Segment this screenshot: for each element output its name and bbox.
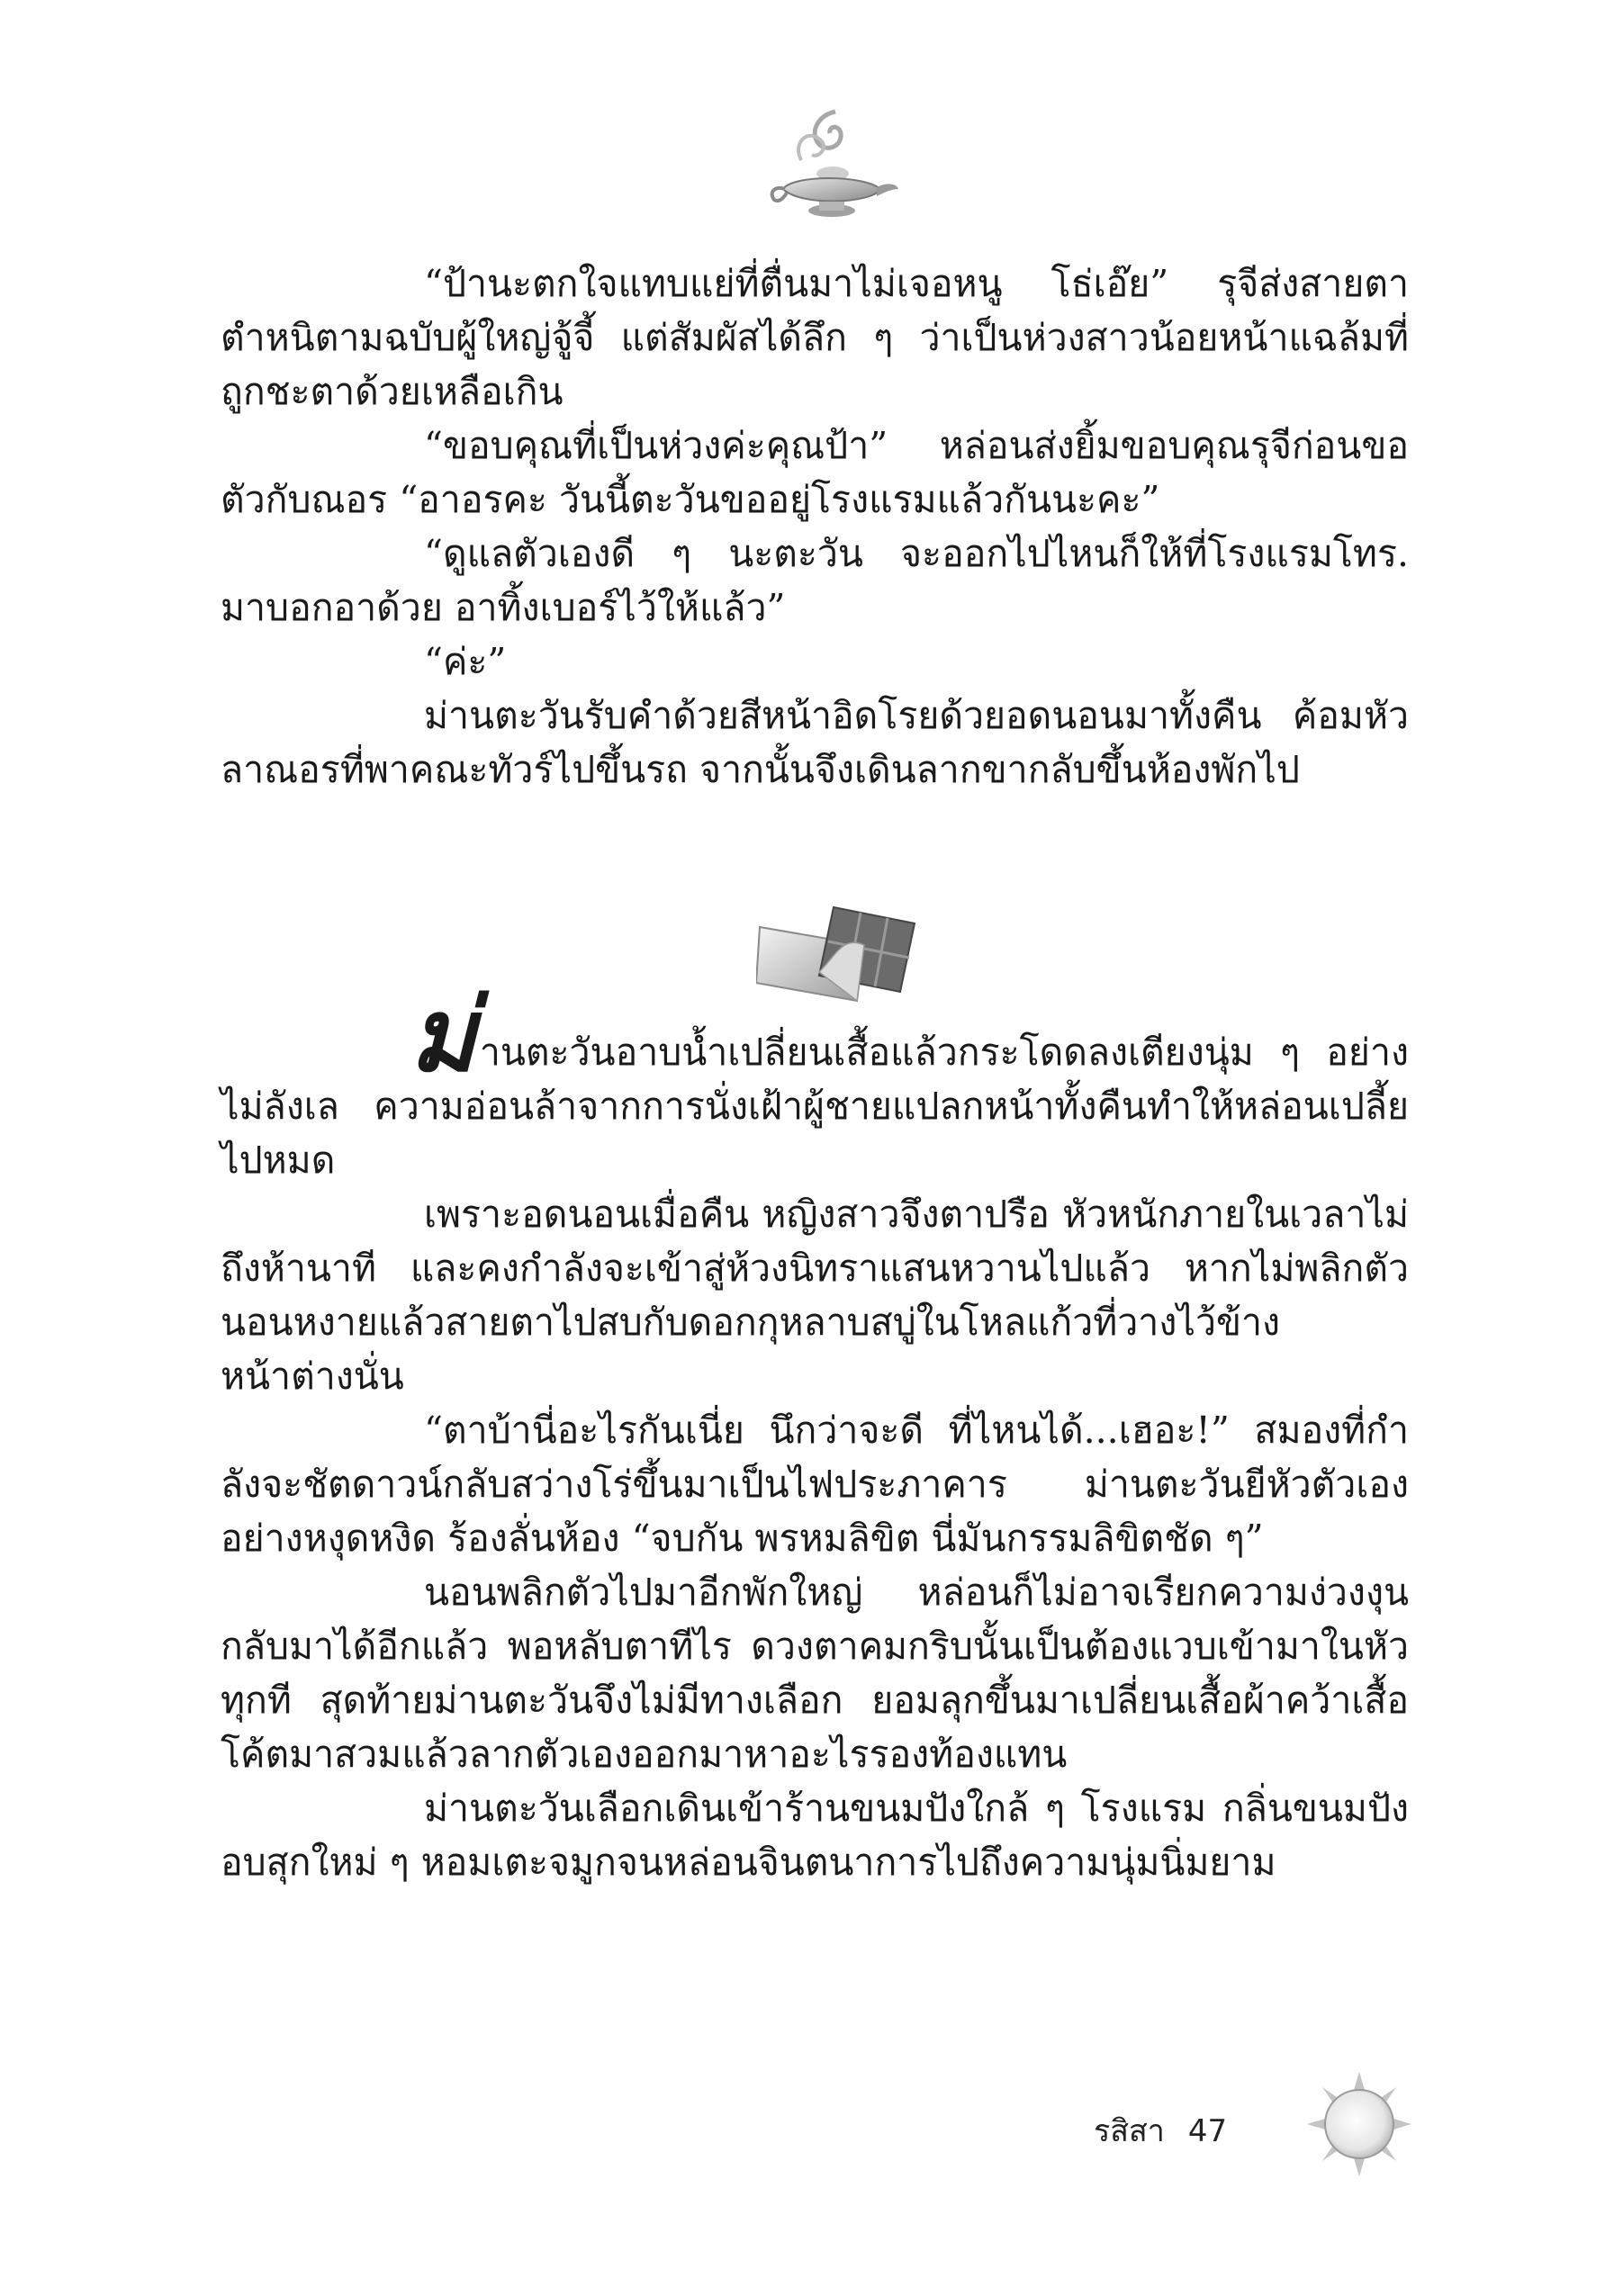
text-block-top (221, 257, 1409, 797)
sun-icon (1305, 2070, 1413, 2178)
paragraph: ม่านตะวันรับคำด้วยสีหน้าอิดโรยด้วยอดนอนมาทั้งคืน ค้อมหัวลาณอรที่พาคณะทัวร์ไปขึ้นรถ จากนั้นจึงเดินลากขากลับขึ้นห้องพักไป (221, 694, 1409, 791)
text-block-bottom (221, 977, 1409, 1889)
paragraph-with-dropcap (221, 977, 1409, 1187)
chocolate-bar-icon (756, 900, 918, 1004)
paragraph: “ขอบคุณที่เป็นห่วงค่ะคุณป้า” หล่อนส่งยิ้มขอบคุณรุจีก่อนขอตัวกับณอร “อาอรคะ วันนี้ตะวันขออยู่โรงแรมแล้วกันนะคะ” (221, 424, 1409, 521)
dropcap: ม่ (410, 977, 476, 1094)
book-title: รสิสา (1094, 2113, 1165, 2149)
genie-lamp-icon (765, 106, 900, 232)
page-footer (1094, 2070, 1454, 2169)
paragraph: เพราะอดนอนเมื่อคืน หญิงสาวจึงตาปรือ หัวหนักภายในเวลาไม่ถึงห้านาที และคงกำลังจะเข้าสู่ห้วงนิทราแสนหวานไปแล้ว หากไม่พลิกตัวนอนหงายแล้วสายตาไปสบกับดอกกุหลาบสบู่ในโหลแก้วที่วางไว้ข้างหน้าต่างนั่น (221, 1193, 1409, 1398)
paragraph: นอนพลิกตัวไปมาอีกพักใหญ่ หล่อนก็ไม่อาจเรียกความง่วงงุนกลับมาได้อีกแล้ว พอหลับตาทีไร ดวงตาคมกริบนั้นเป็นต้องแวบเข้ามาในหัวทุกที สุดท้ายม่านตะวันจึงไม่มีทางเลือก ยอมลุกขึ้นมาเปลี่ยนเสื้อผ้าคว้าเสื้อโค้ตมาสวมแล้วลากตัวเองออกมาหาอะไรรองท้องแทน (221, 1571, 1409, 1776)
paragraph: “ดูแลตัวเองดี ๆ นะตะวัน จะออกไปไหนก็ให้ที่โรงแรมโทร. มาบอกอาด้วย อาทิ้งเบอร์ไว้ให้แล้ว” (221, 532, 1409, 629)
paragraph: “ค่ะ” (424, 640, 507, 683)
paragraph: “ป้านะตกใจแทบแย่ที่ตื่นมาไม่เจอหนู โธ่เอ๊ย” รุจีส่งสายตาตำหนิตามฉบับผู้ใหญ่จู้จี้ แต่สัมผัสได้ลึก ๆ ว่าเป็นห่วงสาวน้อยหน้าแฉล้มที่ถูกชะตาด้วยเหลือเกิน (221, 262, 1409, 413)
footer-text (1094, 2106, 1227, 2155)
paragraph: “ตาบ้านี่อะไรกันเนี่ย นึกว่าจะดี ที่ไหนได้...เฮอะ!” สมองที่กำลังจะชัตดาวน์กลับสว่างโร่ขึ้นมาเป็นไฟประภาคาร ม่านตะวันยีหัวตัวเองอย่างหงุดหงิด ร้องลั่นห้อง “จบกัน พรหมลิขิต นี่มันกรรมลิขิตชัด ๆ” (221, 1409, 1409, 1560)
paragraph: ม่านตะวันเลือกเดินเข้าร้านขนมปังใกล้ ๆ โรงแรม กลิ่นขนมปังอบสุกใหม่ ๆ หอมเตะจมูกจนหล่อนจินตนาการไปถึงความนุ่มนิ่มยาม (221, 1787, 1409, 1884)
paragraph-text: านตะวันอาบน้ำเปลี่ยนเสื้อแล้วกระโดดลงเตียงนุ่ม ๆ อย่างไม่ลังเล ความอ่อนล้าจากการนั่งเฝ้าผู้ชายแปลกหน้าทั้งคืนทำให้หล่อนเปลี้ยไปหมด (221, 1031, 1409, 1182)
page-number: 47 (1187, 2113, 1228, 2149)
